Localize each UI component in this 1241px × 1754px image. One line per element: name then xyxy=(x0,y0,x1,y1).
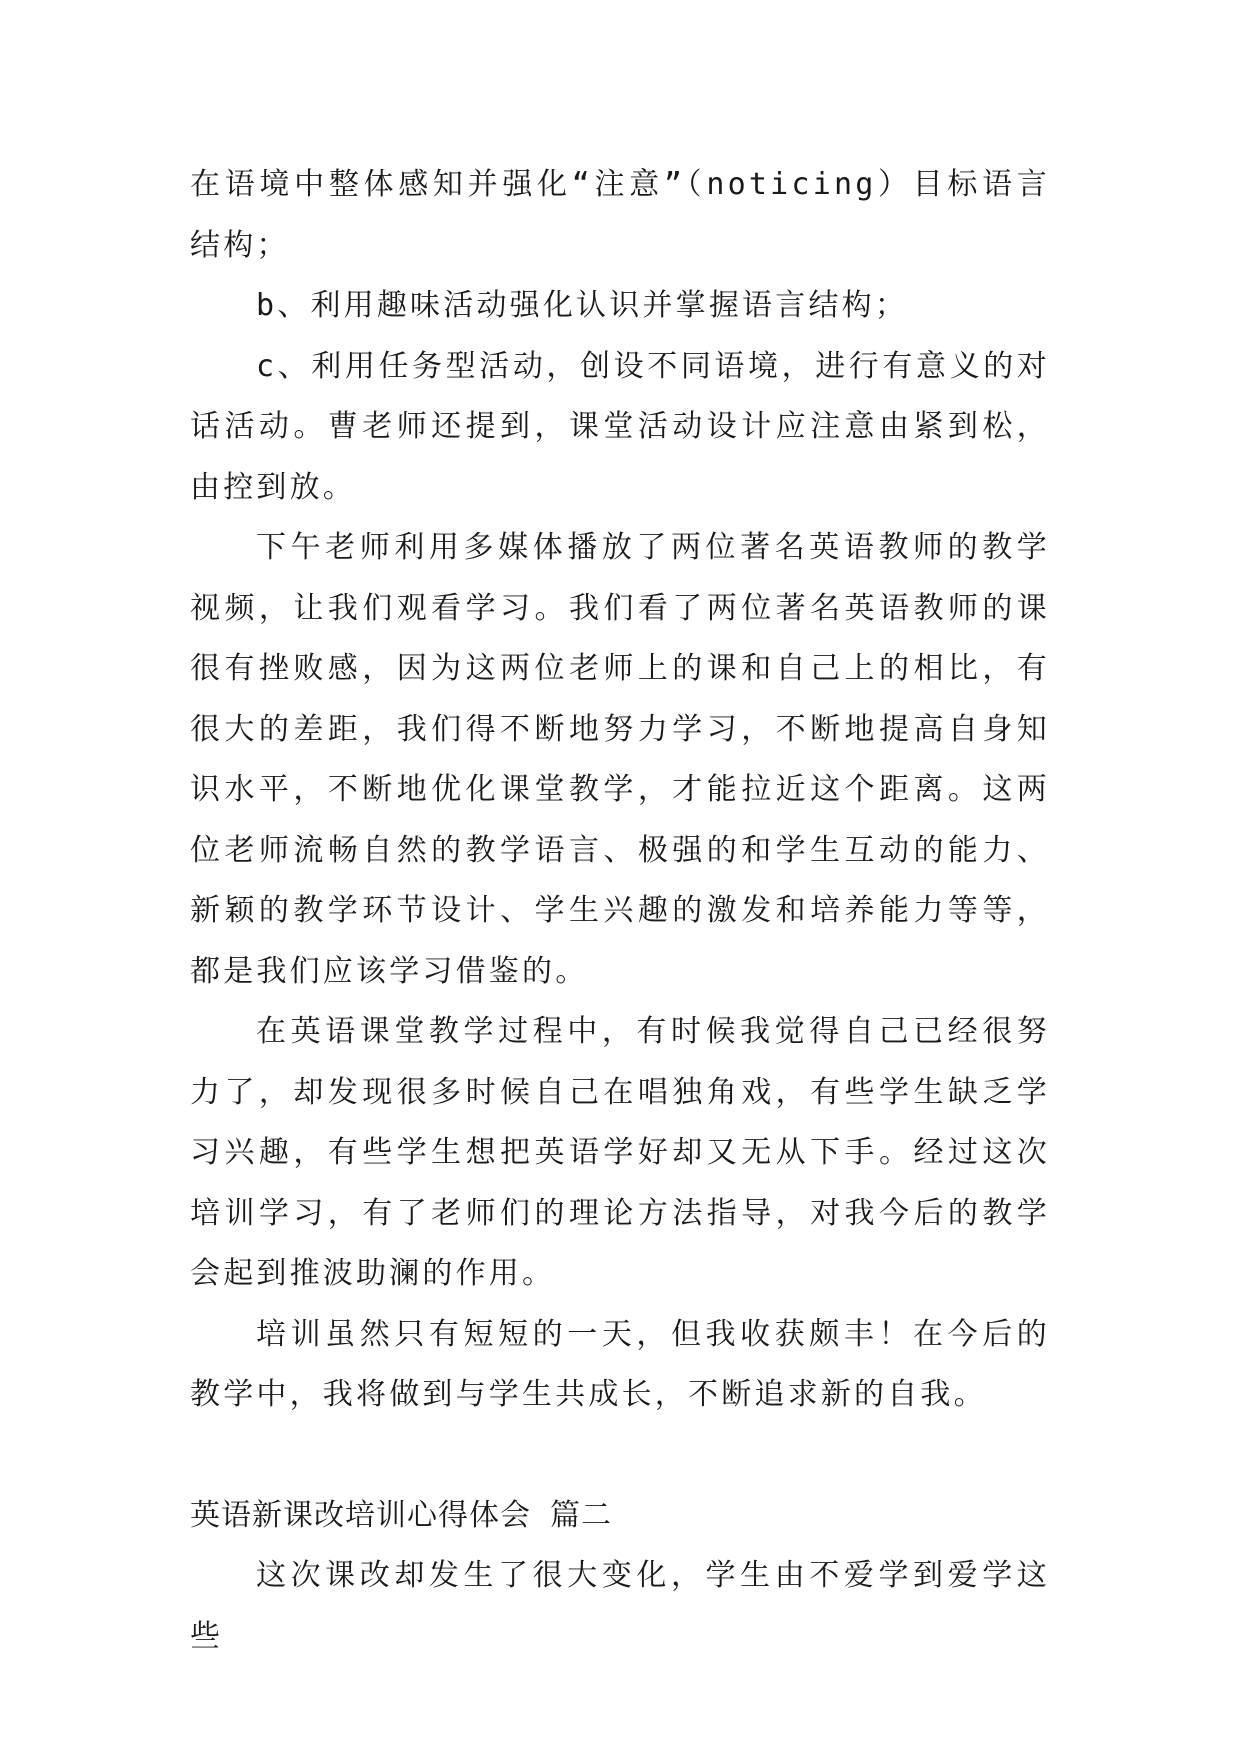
paragraph-5: 在英语课堂教学过程中，有时候我觉得自己已经很努力了，却发现很多时候自己在唱独角戏，有些学生缺乏学习兴趣，有些学生想把英语学好却又无从下手。经过这次培训学习，有了老师们的理论方法指导，对我今后的教学会起到推波助澜的作用。 xyxy=(190,1014,1050,1291)
paragraph-4: 下午老师利用多媒体播放了两位著名英语教师的教学视频，让我们观看学习。我们看了两位著名英语教师的课很有挫败感，因为这两位老师上的课和自己上的相比，有很大的差距，我们得不断地努力学习，不断地提高自身知识水平，不断地优化课堂教学，才能拉近这个距离。这两位老师流畅自然的教学语言、极强的和学生互动的能力、新颖的教学环节设计、学生兴趣的激发和培养能力等等，都是我们应该学习借鉴的。 xyxy=(190,530,1050,989)
paragraph-7: 这次课改却发生了很大变化，学生由不爱学到爱学这些 xyxy=(190,1558,1050,1654)
paragraph-3: c、利用任务型活动，创设不同语境，进行有意义的对话活动。曹老师还提到，课堂活动设计应注意由紧到松，由控到放。 xyxy=(190,348,1050,505)
section-heading: 英语新课改培训心得体会 篇二 xyxy=(190,1497,613,1533)
document-body xyxy=(190,155,1050,1667)
paragraph-6: 培训虽然只有短短的一天，但我收获颇丰！在今后的教学中，我将做到与学生共成长，不断追求新的自我。 xyxy=(190,1316,1050,1412)
paragraph-2: b、利用趣味活动强化认识并掌握语言结构； xyxy=(256,288,909,323)
paragraph-1: 在语境中整体感知并强化“注意”（noticing）目标语言结构； xyxy=(190,167,1050,263)
